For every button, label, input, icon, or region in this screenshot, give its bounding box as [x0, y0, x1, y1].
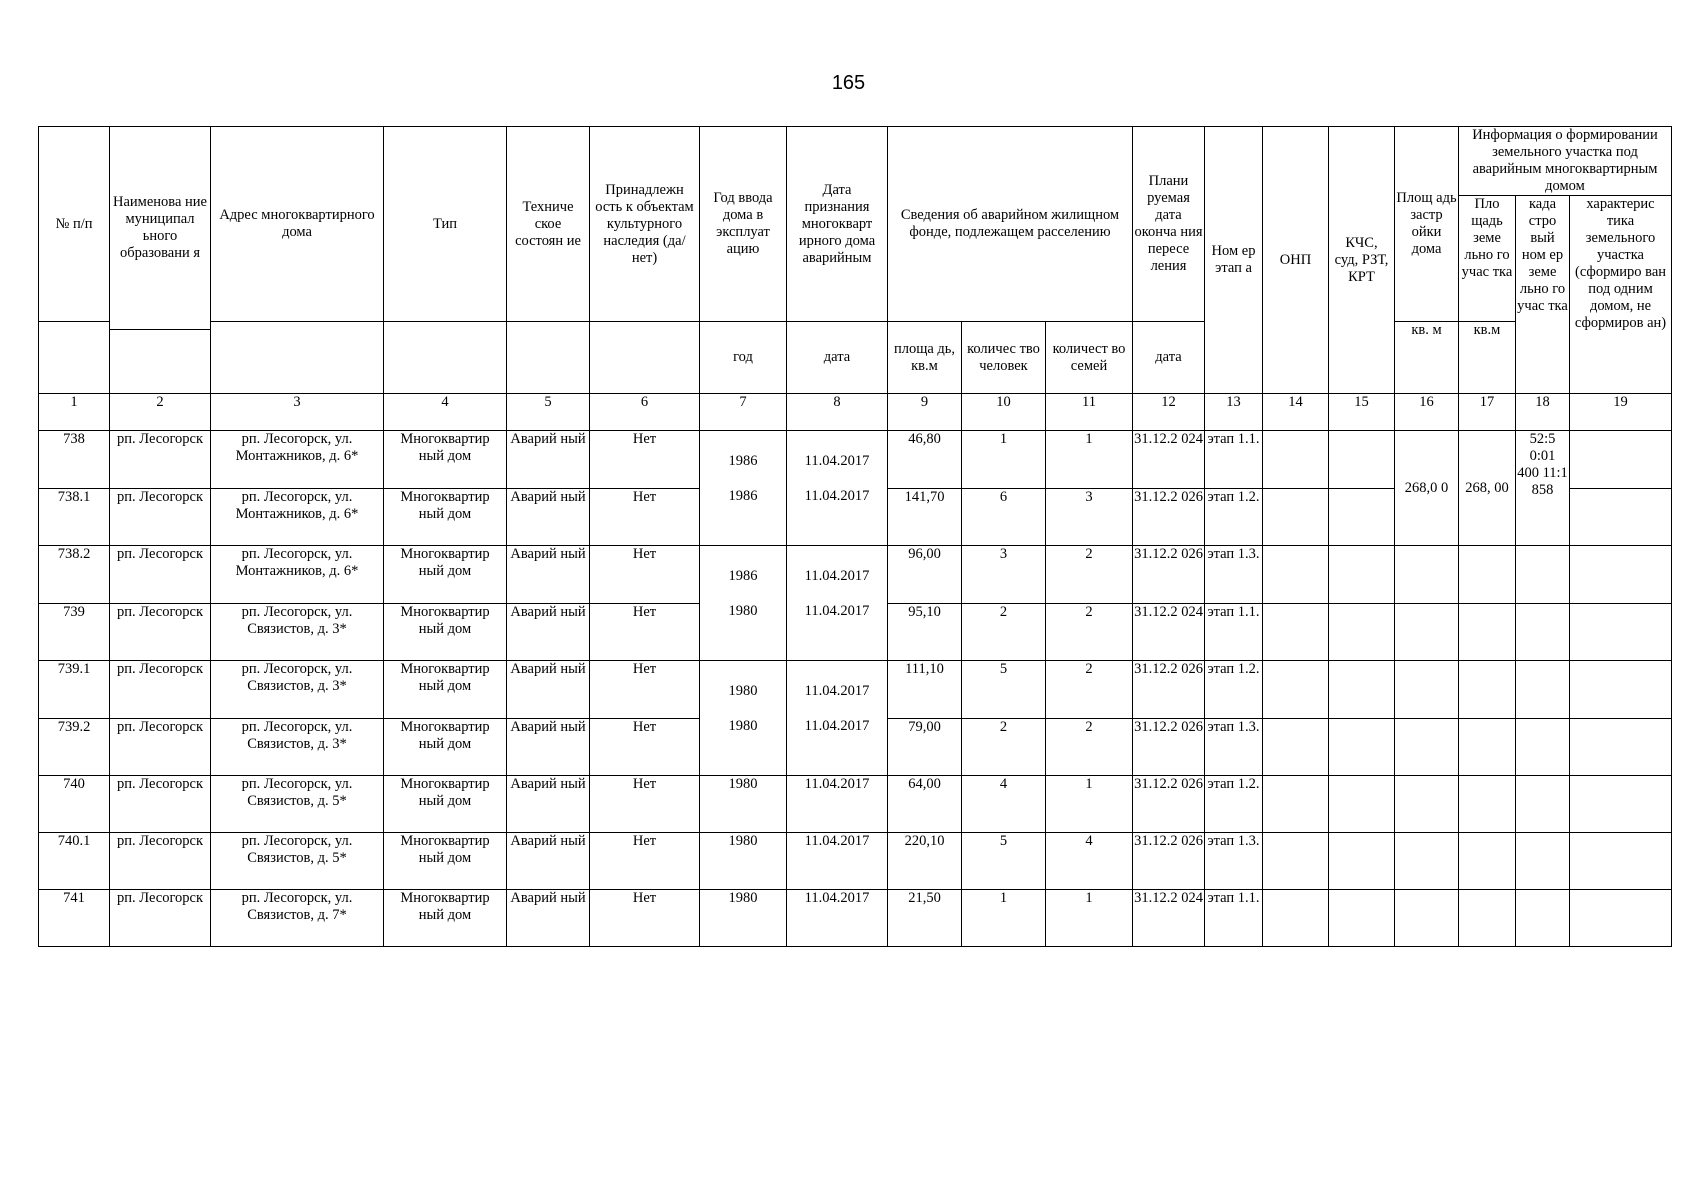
table-row: 740 рп. Лесогорск рп. Лесогорск, ул. Связистов, д. 5* Многоквартир ный дом Аварий ный Нет 1980 11.04.2017 64,00 4 1 31.12.2 026 этап 1.2. — [39, 776, 1672, 833]
table-row: 741 рп. Лесогорск рп. Лесогорск, ул. Связистов, д. 7* Многоквартир ный дом Аварий ный Нет 1980 11.04.2017 21,50 1 1 31.12.2 024 этап 1.1. — [39, 890, 1672, 947]
header-year: год — [700, 322, 787, 394]
column-number: 1 — [39, 394, 110, 431]
header-fund-group: Сведения об аварийном жилищном фонде, подлежащем расселению — [888, 127, 1133, 322]
header-build-area: Площ адь застр ойки дома — [1395, 127, 1459, 322]
table-row: 739 рп. Лесогорск рп. Лесогорск, ул. Связистов, д. 3* Многоквартир ный дом Аварий ный Нет 95,10 2 2 31.12.2 024 этап 1.1. — [39, 603, 1672, 661]
column-number: 2 — [110, 394, 211, 431]
merged-date-2: 11.04.2017 11.04.2017 — [787, 546, 888, 661]
column-number: 18 — [1516, 394, 1570, 431]
header-stage: Ном ер этап а — [1205, 127, 1263, 394]
column-number: 4 — [384, 394, 507, 431]
column-number: 19 — [1570, 394, 1672, 431]
header-land-char: характерис тика земельного участка (сформиро ван под одним домом, не сформиров ан) — [1570, 196, 1672, 394]
merged-date-1: 11.04.2017 11.04.2017 — [787, 431, 888, 546]
cadastral-number: 52:5 0:01 400 11:1 858 — [1516, 431, 1570, 546]
column-number: 7 — [700, 394, 787, 431]
column-number: 15 — [1329, 394, 1395, 431]
header-people: количес тво человек — [962, 322, 1046, 394]
merged-year-1: 1986 1986 — [700, 431, 787, 546]
column-number: 8 — [787, 394, 888, 431]
header-date-group: Дата признания многокварт ирного дома аварийным — [787, 127, 888, 322]
table-row: 738 рп. Лесогорск рп. Лесогорск, ул. Монтажников, д. 6* Многоквартир ный дом Аварий ный Нет 1986 1986 11.04.2017 11.04.2017 46,80 1 1 31.12.2 024 этап 1.1. 268,0 0 268, 00 52:5 0:01 400 11:1 858 — [39, 431, 1672, 489]
column-number: 11 — [1046, 394, 1133, 431]
header-planned-group: Плани руемая дата оконча ния пересе ления — [1133, 127, 1205, 322]
header-land-group: Информация о формировании земельного участка под аварийным многоквартирным домом — [1459, 127, 1672, 196]
header-land-area: Пло щадь земе льно го учас тка — [1459, 196, 1516, 322]
merged-date-3: 11.04.2017 11.04.2017 — [787, 661, 888, 776]
column-number: 16 — [1395, 394, 1459, 431]
column-number-row — [39, 394, 1672, 431]
land-area-value: 268, 00 — [1459, 431, 1516, 546]
header-families: количест во семей — [1046, 322, 1133, 394]
header-kchs: КЧС, суд, РЗТ, КРТ — [1329, 127, 1395, 394]
table-row: 739.1 рп. Лесогорск рп. Лесогорск, ул. Связистов, д. 3* Многоквартир ный дом Аварий ный Нет 1980 1980 11.04.2017 11.04.2017 111,10 5 2 31.12.2 026 этап 1.2. — [39, 661, 1672, 719]
emergency-housing-table — [38, 126, 1672, 947]
build-area-value: 268,0 0 — [1395, 431, 1459, 546]
merged-year-2: 1986 1980 — [700, 546, 787, 661]
header-land-area-unit: кв.м — [1459, 322, 1516, 394]
header-heritage: Принадлежн ость к объектам культурного наследия (да/нет) — [590, 127, 700, 322]
header-condition: Техниче ское состоян ие — [507, 127, 590, 322]
header-date: дата — [787, 322, 888, 394]
header-build-area-unit: кв. м — [1395, 322, 1459, 394]
header-planned-date: дата — [1133, 322, 1205, 394]
column-number: 13 — [1205, 394, 1263, 431]
table-row: 739.2 рп. Лесогорск рп. Лесогорск, ул. Связистов, д. 3* Многоквартир ный дом Аварий ный Нет 79,00 2 2 31.12.2 026 этап 1.3. — [39, 718, 1672, 776]
column-number: 3 — [211, 394, 384, 431]
header-cadastral: када стро вый ном ер земе льно го учас тка — [1516, 196, 1570, 394]
header-onp: ОНП — [1263, 127, 1329, 394]
column-number: 6 — [590, 394, 700, 431]
column-number: 14 — [1263, 394, 1329, 431]
column-number: 10 — [962, 394, 1046, 431]
header-municipality: Наименова ние муниципал ьного образовани я — [110, 127, 211, 330]
header-area: площа дь, кв.м — [888, 322, 962, 394]
table-row: 738.1 рп. Лесогорск рп. Лесогорск, ул. Монтажников, д. 6* Многоквартир ный дом Аварий ный Нет 141,70 6 3 31.12.2 026 этап 1.2. — [39, 488, 1672, 546]
table-row: 740.1 рп. Лесогорск рп. Лесогорск, ул. Связистов, д. 5* Многоквартир ный дом Аварий ный Нет 1980 11.04.2017 220,10 5 4 31.12.2 026 этап 1.3. — [39, 833, 1672, 890]
header-address: Адрес многоквартирного дома — [211, 127, 384, 322]
header-type: Тип — [384, 127, 507, 322]
column-number: 9 — [888, 394, 962, 431]
merged-year-3: 1980 1980 — [700, 661, 787, 776]
column-number: 17 — [1459, 394, 1516, 431]
table-row: 738.2 рп. Лесогорск рп. Лесогорск, ул. Монтажников, д. 6* Многоквартир ный дом Аварий ный Нет 1986 1980 11.04.2017 11.04.2017 96,00 3 2 31.12.2 026 этап 1.3. — [39, 546, 1672, 604]
column-number: 12 — [1133, 394, 1205, 431]
header-num: № п/п — [39, 127, 110, 322]
column-number: 5 — [507, 394, 590, 431]
page-number: 165 — [831, 72, 866, 94]
header-year-group: Год ввода дома в эксплуат ацию — [700, 127, 787, 322]
